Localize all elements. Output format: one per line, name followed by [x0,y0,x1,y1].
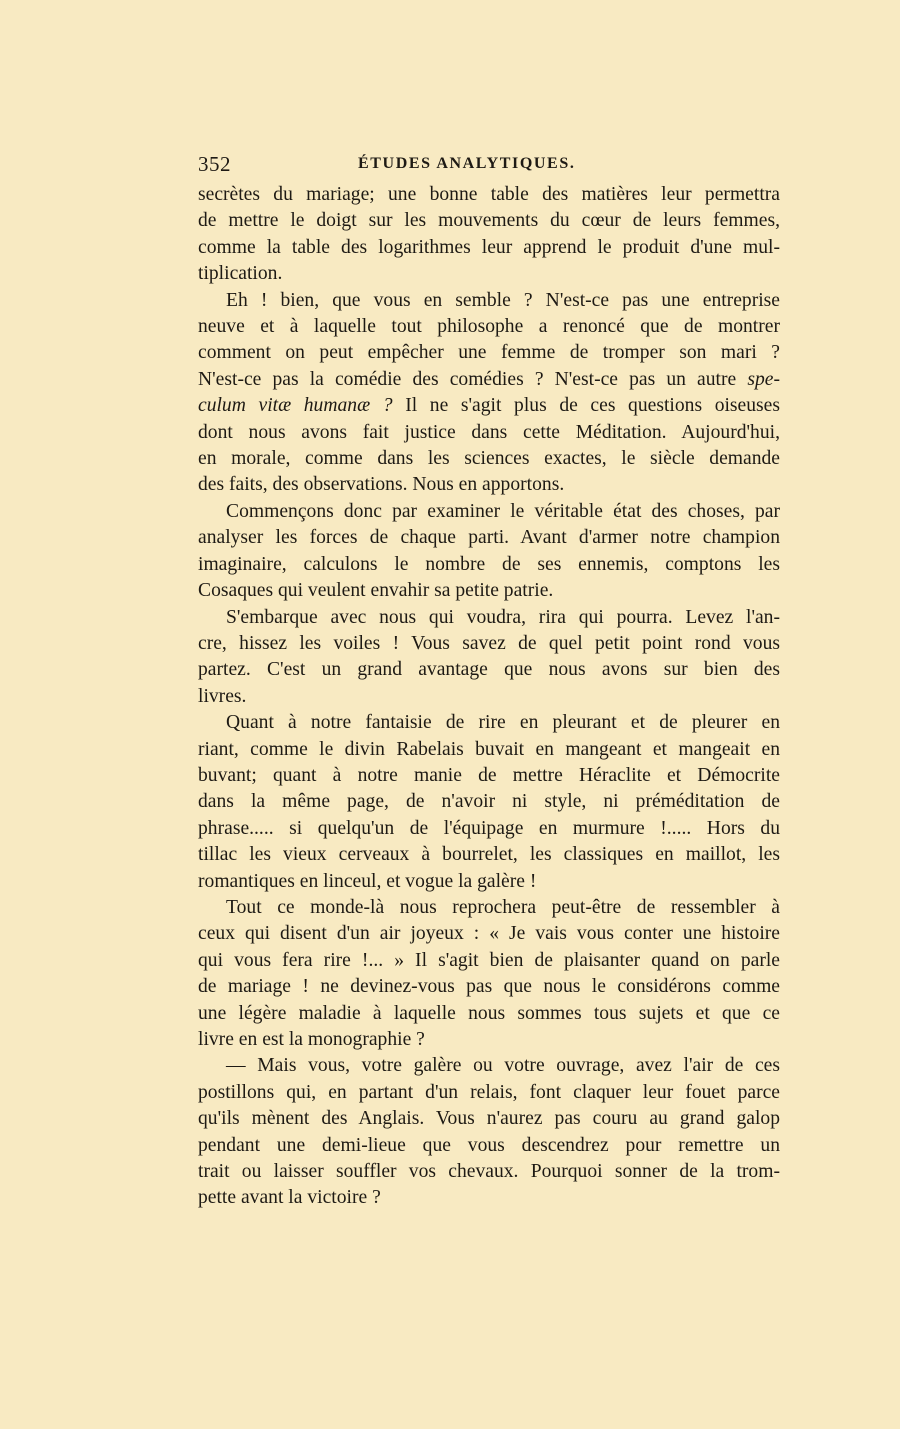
paragraph [198,1053,780,1211]
text-line: — Mais vous, votre galère ou votre ouvrage, avez l'air de ces [226,1055,780,1077]
text-line: buvant; quant à notre manie de mettre Héraclite et Démocrite [198,764,780,786]
text-line: livre en est la monographie ? [198,1029,425,1050]
text-line: secrètes du mariage; une bonne table des matières leur permettra [198,184,780,205]
text-line: tiplication. [198,263,283,285]
paragraph [198,710,780,895]
text-line: livres. [198,685,247,707]
text-line: phrase..... si quelqu'un de l'équipage en murmure !..... Hors du [198,817,780,839]
text-line: riant, comme le divin Rabelais buvait en mangeant et mangeait en [198,738,780,760]
paragraph [198,499,780,605]
text-line: tillac les vieux cerveaux à bourrelet, les classiques en maillot, les [198,844,780,866]
text-line: Commençons donc par examiner le véritable état des choses, par [226,500,780,522]
text-line: qui vous fera rire !... » Il s'agit bien de plaisanter quand on parle [198,949,780,971]
text-line: trait ou laisser souffler vos chevaux. Pourquoi sonner de la trom- [198,1161,780,1183]
text-line: une légère maladie à laquelle nous sommes tous sujets et que ce [198,1002,780,1024]
text-line: dont nous avons fait justice dans cette Méditation. Aujourd'hui, [198,421,780,443]
paragraph [198,288,780,499]
text-line: comme la table des logarithmes leur apprend le produit d'une mul- [198,236,780,258]
text-line: comment on peut empêcher une femme de tromper son mari ? [198,342,780,364]
text-line: pendant une demi-lieue que vous descendrez pour remettre un [198,1134,780,1156]
text-line: Eh ! bien, que vous en semble ? N'est-ce pas une entreprise [226,289,780,311]
text-line: Cosaques qui veulent envahir sa petite patrie. [198,580,554,602]
text-line: neuve et à laquelle tout philosophe a renoncé que de montrer [198,316,780,338]
text-line: de mariage ! ne devinez-vous pas que nous le considérons comme [198,976,780,998]
book-page [198,152,780,1212]
text-line: postillons qui, en partant d'un relais, font claquer leur fouet parce [198,1081,780,1103]
text-line: S'embarque avec nous qui voudra, rira qui pourra. Levez l'an- [226,606,780,628]
running-head: ÉTUDES ANALYTIQUES. [358,155,576,172]
text-line: analyser les forces de chaque parti. Avant d'armer notre champion [198,527,780,549]
text-line: ceux qui disent d'un air joyeux : « Je vais vous conter une histoire [198,923,780,945]
paragraph [198,182,780,288]
text-line: Tout ce monde-là nous reprochera peut-être de ressembler à [226,896,780,918]
text-line: romantiques en linceul, et vogue la galère ! [198,870,537,892]
text-line: cre, hissez les voiles ! Vous savez de quel petit point rond vous [198,632,780,654]
text-line: partez. C'est un grand avantage que nous avons sur bien des [198,659,780,681]
paragraph [198,895,780,1053]
text-line: qu'ils mènent des Anglais. Vous n'aurez pas couru au grand galop [198,1108,780,1130]
page-header [198,152,780,182]
page-number: 352 [198,152,231,176]
text-line: Quant à notre fantaisie de rire en pleurant et de pleurer en [226,712,780,734]
text-line: en morale, comme dans les sciences exactes, le siècle demande [198,448,780,470]
text-line: de mettre le doigt sur les mouvements du cœur de leurs femmes, [198,210,780,232]
text-line: imaginaire, calculons le nombre de ses ennemis, comptons les [198,553,780,575]
text-line: dans la même page, de n'avoir ni style, ni préméditation de [198,791,780,813]
text-line: pette avant la victoire ? [198,1187,381,1209]
page-body [198,182,780,1212]
text-line: culum vitæ humanæ ? Il ne s'agit plus de ces questions oiseuses [198,395,780,417]
text-line: des faits, des observations. Nous en apportons. [198,474,565,496]
paragraph [198,605,780,711]
text-line: N'est-ce pas la comédie des comédies ? N'est-ce pas un autre spe- [198,368,780,390]
